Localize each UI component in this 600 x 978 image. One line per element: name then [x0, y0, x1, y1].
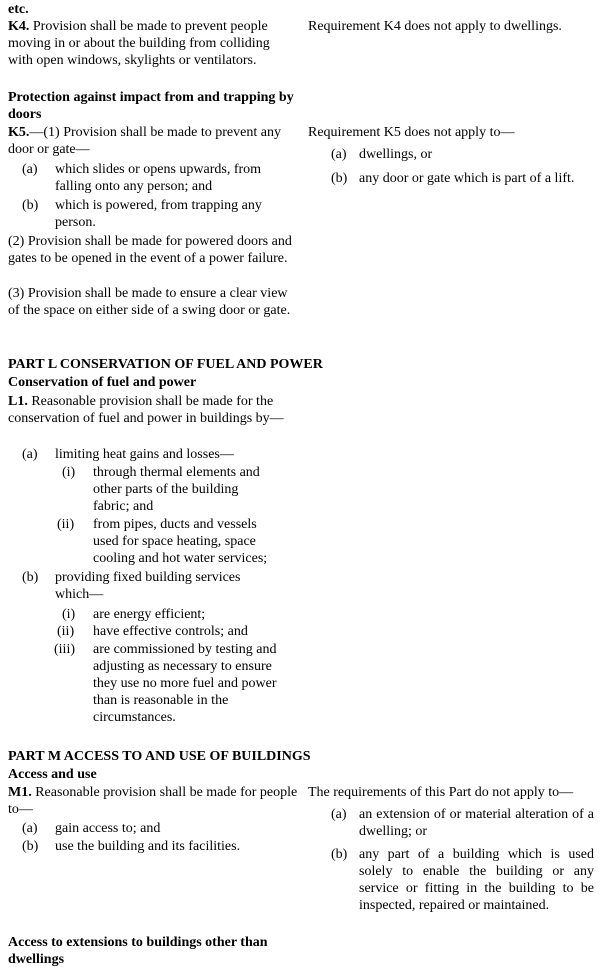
l1-item-a-ii: [57, 516, 298, 567]
list-label: (a): [331, 147, 347, 162]
k5-item-a: [22, 161, 298, 195]
list-text: limiting heat gains and losses—: [55, 447, 234, 462]
part-m-note-item-a: [331, 806, 594, 840]
l1-ref: L1.: [8, 394, 28, 409]
list-text: have effective controls; and: [93, 624, 248, 639]
continued-text: etc.: [8, 2, 29, 17]
list-text: are commissioned by testing and adjusting as necessary to ensure they use no more fuel and power than is reasonable in the circumstances.: [93, 642, 277, 725]
list-text: are energy efficient;: [93, 607, 206, 622]
k4-note: Requirement K4 does not apply to dwellings.: [308, 19, 562, 34]
k4-text: Provision shall be made to prevent people moving in or about the building from colliding with open windows, skylights or ventilators.: [8, 19, 270, 68]
l1-item-b-iii: [54, 641, 298, 726]
list-label: (a): [331, 807, 347, 822]
m1-item-b: [22, 838, 298, 855]
part-m-note-item-b: [331, 846, 594, 914]
list-label: (a): [22, 821, 38, 836]
list-text: any part of a building which is used solely to enable the building or any service or fitting in the building to be inspected, repaired or maintained.: [359, 847, 594, 913]
k4-requirement: [8, 18, 298, 69]
access-extensions-heading: Access to extensions to buildings other than dwellings: [8, 935, 268, 967]
m1-intro: [8, 784, 298, 818]
k5-intro: [8, 124, 298, 158]
part-l-subtitle: Conservation of fuel and power: [8, 375, 197, 390]
part-m-note-intro: The requirements of this Part do not apply to—: [308, 785, 574, 800]
l1-item-b-i: [62, 606, 298, 623]
list-label: (b): [22, 570, 39, 585]
list-text: which slides or opens upwards, from falling onto any person; and: [55, 162, 262, 194]
list-label: (ii): [57, 624, 75, 639]
part-l-title: PART L CONSERVATION OF FUEL AND POWER: [8, 357, 323, 372]
list-label: (a): [22, 447, 38, 462]
list-label: (ii): [57, 517, 75, 532]
k5-item-b: [22, 197, 298, 231]
k5-heading: Protection against impact from and trapping by doors: [8, 90, 294, 122]
k5-para-3: (3) Provision shall be made to ensure a clear view of the space on either side of a swing door or gate.: [8, 286, 291, 318]
l1-intro-text: Reasonable provision shall be made for the conservation of fuel and power in buildings by—: [8, 394, 284, 426]
m1-intro-text: Reasonable provision shall be made for people to—: [8, 785, 298, 817]
k5-note-item-b: [331, 170, 594, 187]
list-label: (iii): [54, 642, 75, 657]
l1-item-b-ii: [57, 623, 298, 640]
m1-item-a: [22, 820, 298, 837]
list-text: providing fixed building services which—: [55, 570, 241, 602]
list-text: an extension of or material alteration of a dwelling; or: [359, 807, 594, 839]
list-label: (b): [22, 839, 39, 854]
list-label: (a): [22, 162, 38, 177]
list-text: dwellings, or: [359, 147, 433, 162]
k5-ref: K5.: [8, 125, 30, 140]
k5-note-intro: Requirement K5 does not apply to—: [308, 125, 515, 140]
l1-item-a: [22, 446, 298, 463]
m1-ref: M1.: [8, 785, 32, 800]
list-text: any door or gate which is part of a lift.: [359, 171, 575, 186]
l1-item-a-i: [62, 464, 298, 515]
list-label: (i): [62, 607, 76, 622]
list-text: through thermal elements and other parts of the building fabric; and: [93, 465, 260, 514]
list-text: gain access to; and: [55, 821, 161, 836]
list-text: use the building and its facilities.: [55, 839, 241, 854]
k5-intro-text: —(1) Provision shall be made to prevent any door or gate—: [8, 125, 281, 157]
k5-para-2: (2) Provision shall be made for powered doors and gates to be opened in the event of a power failure.: [8, 234, 292, 266]
list-label: (b): [331, 171, 348, 186]
part-m-title: PART M ACCESS TO AND USE OF BUILDINGS: [8, 749, 311, 764]
list-text: from pipes, ducts and vessels used for space heating, space cooling and hot water services;: [93, 517, 268, 566]
k5-note-item-a: [331, 146, 594, 163]
list-label: (i): [62, 465, 76, 480]
l1-intro: [8, 393, 298, 427]
l1-item-b: [22, 569, 298, 603]
k4-ref: K4.: [8, 19, 30, 34]
list-text: which is powered, from trapping any person.: [55, 198, 262, 230]
part-m-subtitle: Access and use: [8, 767, 97, 782]
list-label: (b): [331, 847, 348, 862]
list-label: (b): [22, 198, 39, 213]
